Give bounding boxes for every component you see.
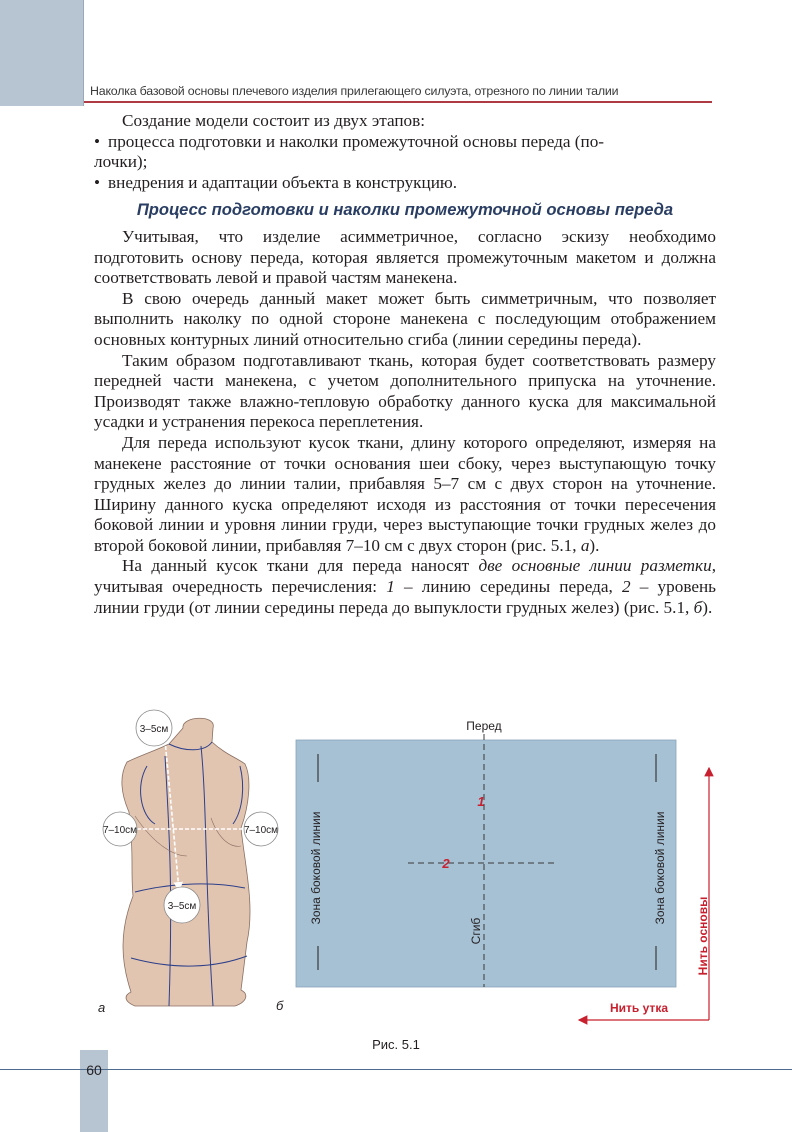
fold-label: Сгиб: [469, 917, 483, 945]
bullet-item-2: • внедрения и адаптации объекта в конструкцию.: [94, 172, 458, 192]
measure-left-label: 7–10см: [102, 825, 138, 836]
line-1-marker: 1: [477, 794, 485, 809]
paragraph-2: В свою очередь данный макет может быть симметричным, что позволяет выполнить наколку по одной стороне манекена с последующим отображением основных контурных линий относительно сгиба (линии середины переда).: [94, 288, 716, 349]
paragraph-5: На данный кусок ткани для переда наносят две основные линии разметки, учитывая очередность перечисления: 1 – линию середины переда, 2 – уровень линии груди (от линии середины переда до выпуклости грудных желез) (рис. 5.1, б).: [94, 556, 717, 617]
bullet-marker: •: [94, 131, 101, 151]
bullet-marker: •: [94, 172, 101, 192]
figure-ref-a: а: [580, 535, 590, 555]
fabric-rect: [296, 740, 676, 987]
zone-left-label: Зона боковой линии: [309, 811, 323, 925]
paragraph-3: Таким образом подготавливают ткань, которая будет соответствовать размеру передней части манекена, с учетом дополнительного припуска на уточнение. Производят также влажно-тепловую обработку данного куска для максимальной усадки и устранения перекоса переплетения.: [94, 350, 716, 432]
line-2-marker: 2: [442, 856, 450, 871]
measure-bottom-label: 3–5см: [167, 901, 197, 912]
header-divider-vertical: [83, 0, 84, 106]
zone-right-label: Зона боковой линии: [653, 811, 667, 925]
running-header: Наколка базовой основы плечевого изделия прилегающего силуэта, отрезного по линии талии: [90, 84, 619, 98]
body-text: [94, 111, 716, 618]
mannequin-illustration: [103, 710, 278, 1006]
warp-label: Нить основы: [696, 896, 710, 976]
measure-top-label: 3–5см: [139, 724, 169, 735]
sub-label-a: а: [98, 1000, 106, 1015]
intro-line: Создание модели состоит из двух этапов:: [122, 111, 426, 130]
figure-ref-b: б: [693, 597, 703, 617]
figure-5-1: [95, 706, 720, 1026]
weft-label: Нить утка: [609, 1001, 669, 1015]
front-label: Перед: [466, 719, 502, 733]
page-number: 60: [86, 1062, 102, 1078]
header-rule: [84, 101, 712, 103]
emphasis-marking-lines: две основные линии разметки: [478, 556, 712, 576]
paragraph-4: Для переда используют кусок ткани, длину которого определяют, измеряя на манекене расстояние от точки основания шеи сбоку, через выступающую точку грудных желез до линии талии, прибавляя 5–7 см с двух сторон на уточнение. Ширину данного куска определяют исходя из расстояния от точки пересечения боковой линии и уровня линии груди, через выступающие точки грудных желез до второй боковой линии, прибавляя 7–10 см с двух сторон (рис. 5.1, а).: [94, 432, 716, 555]
bullet-item-1-cont: лочки);: [94, 152, 148, 172]
figure-caption: Рис. 5.1: [372, 1037, 420, 1052]
footer-rule: [0, 1069, 792, 1070]
paragraph-1: Учитывая, что изделие асимметричное, согласно эскизу необходимо подготовить основу переда, которая является промежуточным макетом и должна соответствовать левой и правой частям манекена.: [94, 226, 716, 288]
corner-block: [0, 0, 83, 106]
measure-right-label: 7–10см: [243, 825, 279, 836]
section-heading: Процесс подготовки и наколки промежуточной основы переда: [136, 200, 674, 220]
fabric-diagram: [296, 719, 676, 987]
bullet-item-1: • процесса подготовки и наколки промежуточной основы переда (по-: [94, 131, 605, 151]
sub-label-b: б: [276, 998, 284, 1013]
